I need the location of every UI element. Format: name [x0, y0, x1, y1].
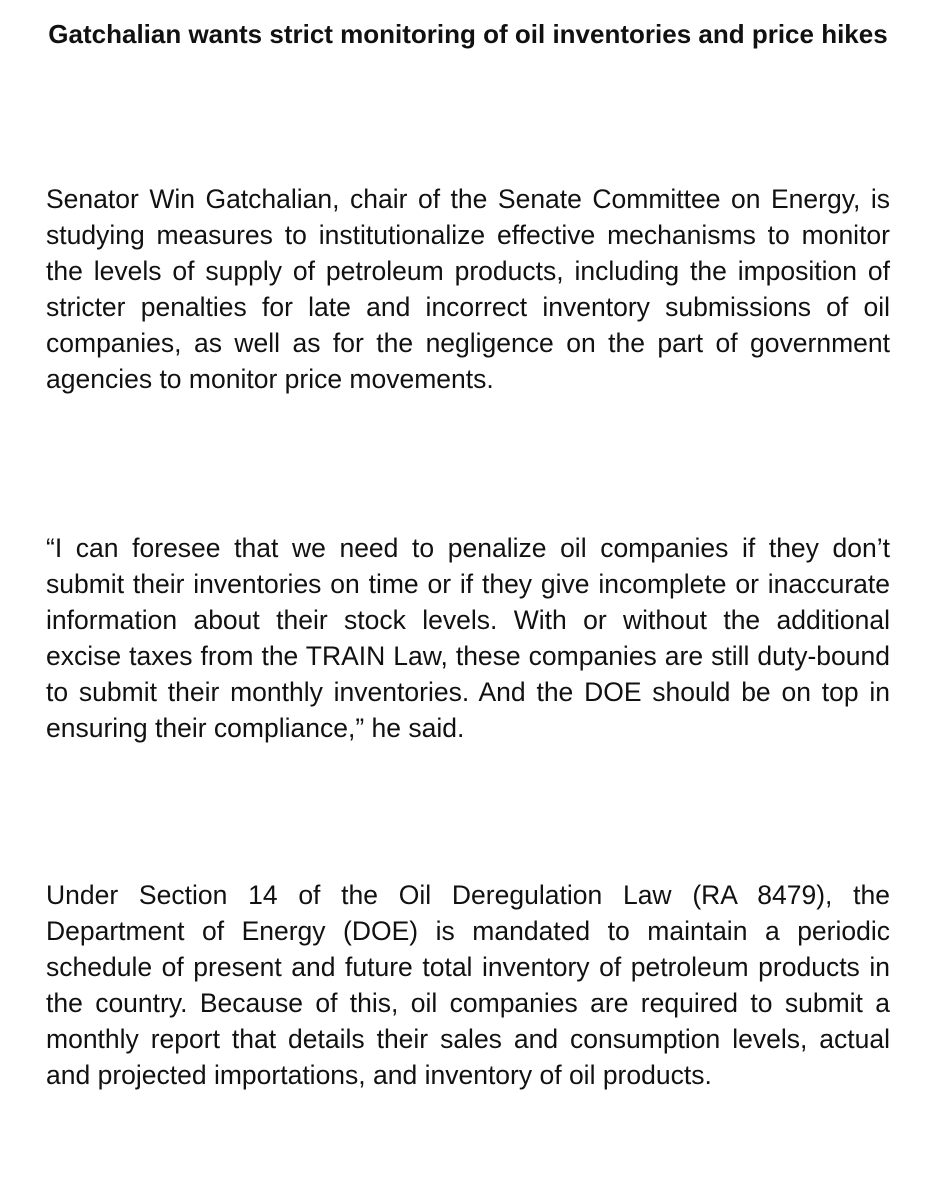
paragraph-intro: Senator Win Gatchalian, chair of the Senate Committee on Energy, is studying measures to institutionalize effective mechanisms to monitor the levels of supply of petroleum products, including the imposition of stricter penalties for late and incorrect inventory submissions of oil companies, as well as for the negligence on the part of government agencies to monitor price movements.: [46, 184, 890, 394]
paragraph-law-context: Under Section 14 of the Oil Deregulation Law (RA 8479), the Department of Energy (DOE) is mandated to maintain a periodic schedule of present and future total inventory of petroleum products in the country. Because of this, oil companies are required to submit a monthly report that details their sales and consumption levels, actual and projected importations, and inventory of oil products.: [46, 880, 890, 1090]
document-title: Gatchalian wants strict monitoring of oil inventories and price hikes: [48, 19, 888, 49]
paragraph-quote: “I can foresee that we need to penalize oil companies if they don’t submit their inventories on time or if they give incomplete or inaccurate information about their stock levels. With or without the additional excise taxes from the TRAIN Law, these companies are still duty-bound to submit their monthly inventories. And the DOE should be on top in ensuring their compliance,” he said.: [46, 533, 890, 743]
